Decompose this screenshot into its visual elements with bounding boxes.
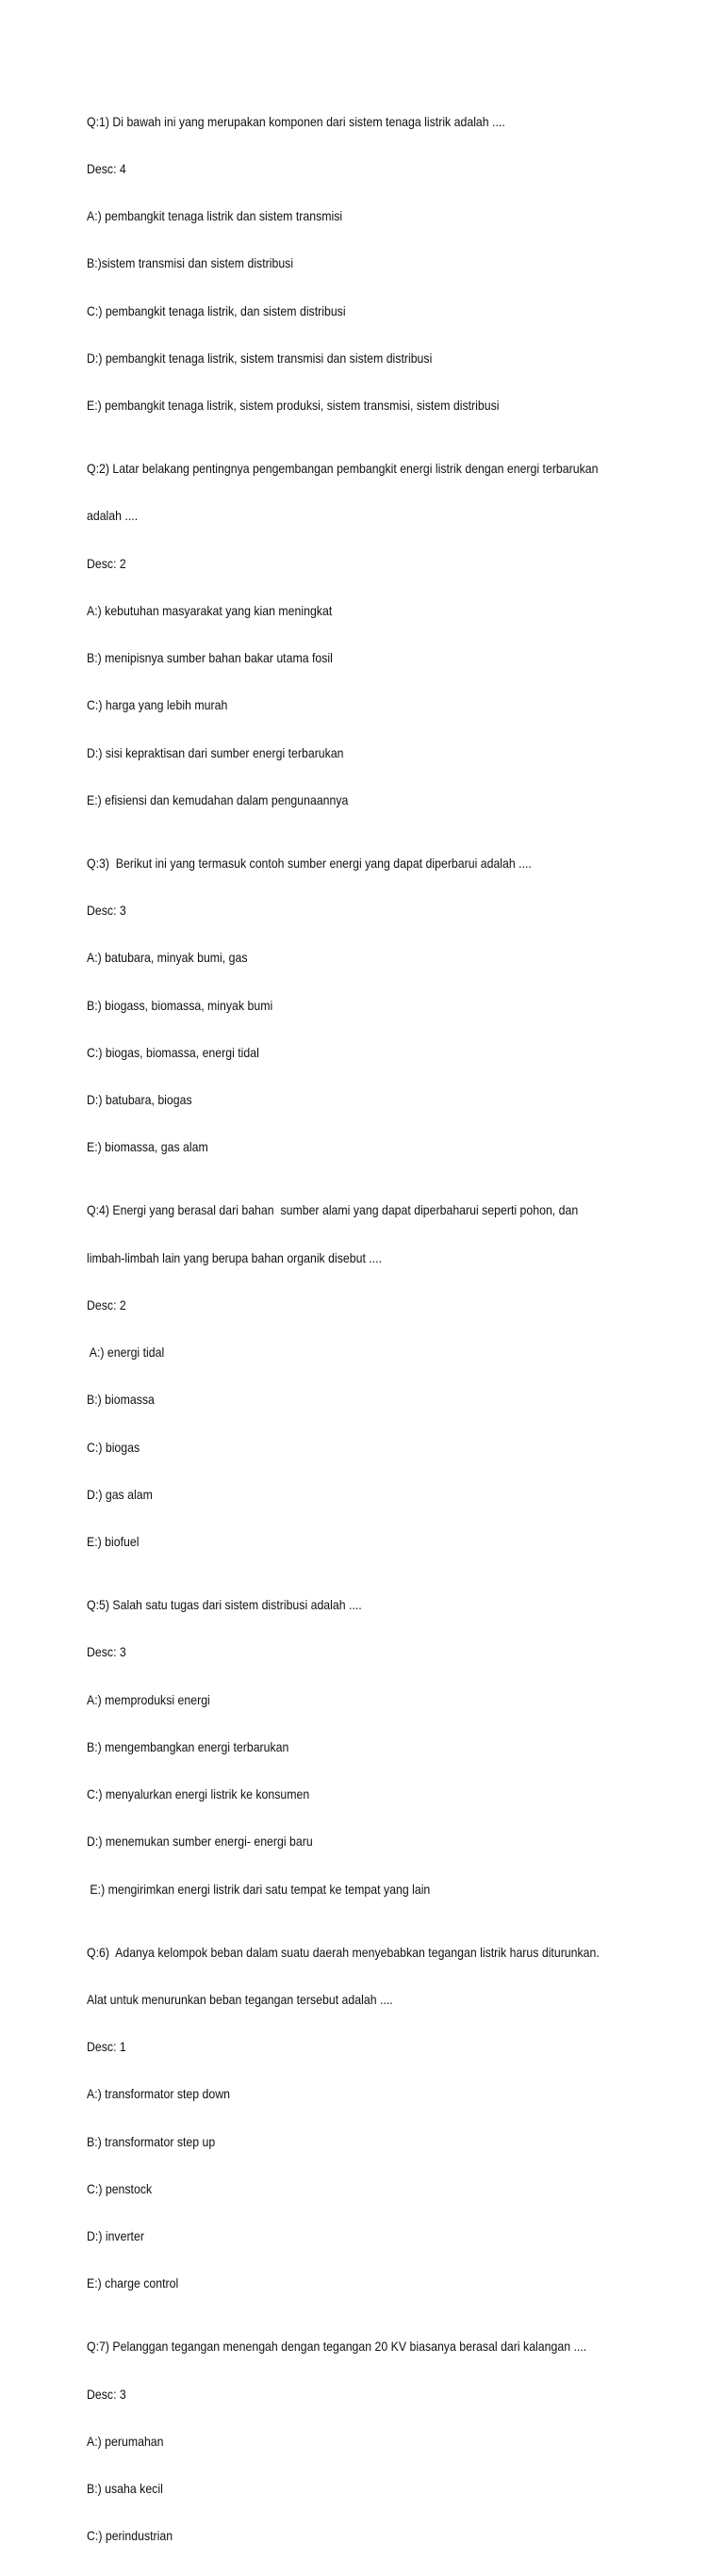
document-text (87, 82, 617, 2576)
question-4-option-e: E:) biofuel (87, 1534, 140, 1549)
question-5-option-c: C:) menyalurkan energi listrik ke konsumen (87, 1786, 310, 1802)
question-6-option-b: B:) transformator step up (87, 2133, 216, 2149)
question-1-text: Q:1) Di bawah ini yang merupakan komponen dari sistem tenaga listrik adalah .... (87, 113, 505, 129)
question-2-option-a: A:) kebutuhan masyarakat yang kian meningkat (87, 602, 333, 618)
question-4-text-continued: limbah-limbah lain yang berupa bahan organik disebut .... (87, 1249, 382, 1265)
question-6-option-e: E:) charge control (87, 2275, 179, 2291)
question-6-text: Q:6) Adanya kelompok beban dalam suatu daerah menyebabkan tegangan listrik harus diturunkan. (87, 1944, 600, 1960)
question-3-option-e: E:) biomassa, gas alam (87, 1139, 208, 1155)
question-1-option-e: E:) pembangkit tenaga listrik, sistem produksi, sistem transmisi, sistem distribusi (87, 398, 500, 413)
question-4-text: Q:4) Energi yang berasal dari bahan sumber alami yang dapat diperbaharui seperti pohon, dan (87, 1202, 579, 1218)
question-5-text: Q:5) Salah satu tugas dari sistem distribusi adalah .... (87, 1597, 362, 1612)
question-2-option-e: E:) efisiensi dan kemudahan dalam pengunaannya (87, 791, 349, 807)
question-1-option-d: D:) pembangkit tenaga listrik, sistem transmisi dan sistem distribusi (87, 350, 433, 366)
question-6-desc: Desc: 1 (87, 2039, 126, 2054)
question-1-desc: Desc: 4 (87, 160, 126, 176)
question-6-option-a: A:) transformator step down (87, 2086, 231, 2102)
question-1-option-c: C:) pembangkit tenaga listrik, dan sistem distribusi (87, 302, 346, 318)
question-3-option-b: B:) biogass, biomassa, minyak bumi (87, 997, 273, 1013)
question-2-desc: Desc: 2 (87, 555, 126, 571)
question-7-option-c: C:) perindustrian (87, 2528, 173, 2544)
question-4-option-a: A:) energi tidal (87, 1345, 165, 1360)
question-2-option-c: C:) harga yang lebih murah (87, 697, 228, 713)
question-7-option-a: A:) perumahan (87, 2433, 164, 2449)
question-4-desc: Desc: 2 (87, 1296, 126, 1312)
question-2-text-continued: adalah .... (87, 508, 139, 524)
question-5-desc: Desc: 3 (87, 1644, 126, 1660)
question-6-option-c: C:) penstock (87, 2180, 153, 2196)
question-4-option-d: D:) gas alam (87, 1486, 153, 1502)
question-6-text-continued: Alat untuk menurunkan beban tegangan tersebut adalah .... (87, 1991, 393, 2007)
question-1-option-a: A:) pembangkit tenaga listrik dan sistem transmisi (87, 208, 343, 223)
question-2-option-b: B:) menipisnya sumber bahan bakar utama fosil (87, 650, 333, 665)
question-3-option-a: A:) batubara, minyak bumi, gas (87, 950, 248, 966)
question-2-text: Q:2) Latar belakang pentingnya pengembangan pembangkit energi listrik dengan energi terbarukan (87, 461, 599, 476)
question-6-option-d: D:) inverter (87, 2228, 144, 2243)
question-5-option-b: B:) mengembangkan energi terbarukan (87, 1738, 289, 1754)
question-5-option-d: D:) menemukan sumber energi- energi baru (87, 1834, 313, 1850)
question-7-text: Q:7) Pelanggan tegangan menengah dengan tegangan 20 KV biasanya berasal dari kalangan .... (87, 2339, 587, 2355)
question-3-option-d: D:) batubara, biogas (87, 1092, 192, 1107)
question-1-option-b: B:)sistem transmisi dan sistem distribusi (87, 255, 294, 271)
question-5-option-a: A:) memproduksi energi (87, 1691, 210, 1707)
question-2-option-d: D:) sisi kepraktisan dari sumber energi terbarukan (87, 744, 344, 760)
question-7-desc: Desc: 3 (87, 2386, 126, 2402)
question-3-option-c: C:) biogas, biomassa, energi tidal (87, 1044, 259, 1060)
question-3-text: Q:3) Berikut ini yang termasuk contoh sumber energi yang dapat diperbarui adalah .... (87, 855, 532, 871)
question-3-desc: Desc: 3 (87, 903, 126, 918)
question-4-option-c: C:) biogas (87, 1439, 140, 1455)
question-4-option-b: B:) biomassa (87, 1392, 155, 1408)
question-5-option-e: E:) mengirimkan energi listrik dari satu tempat ke tempat yang lain (87, 1881, 431, 1897)
question-7-option-b: B:) usaha kecil (87, 2481, 163, 2496)
